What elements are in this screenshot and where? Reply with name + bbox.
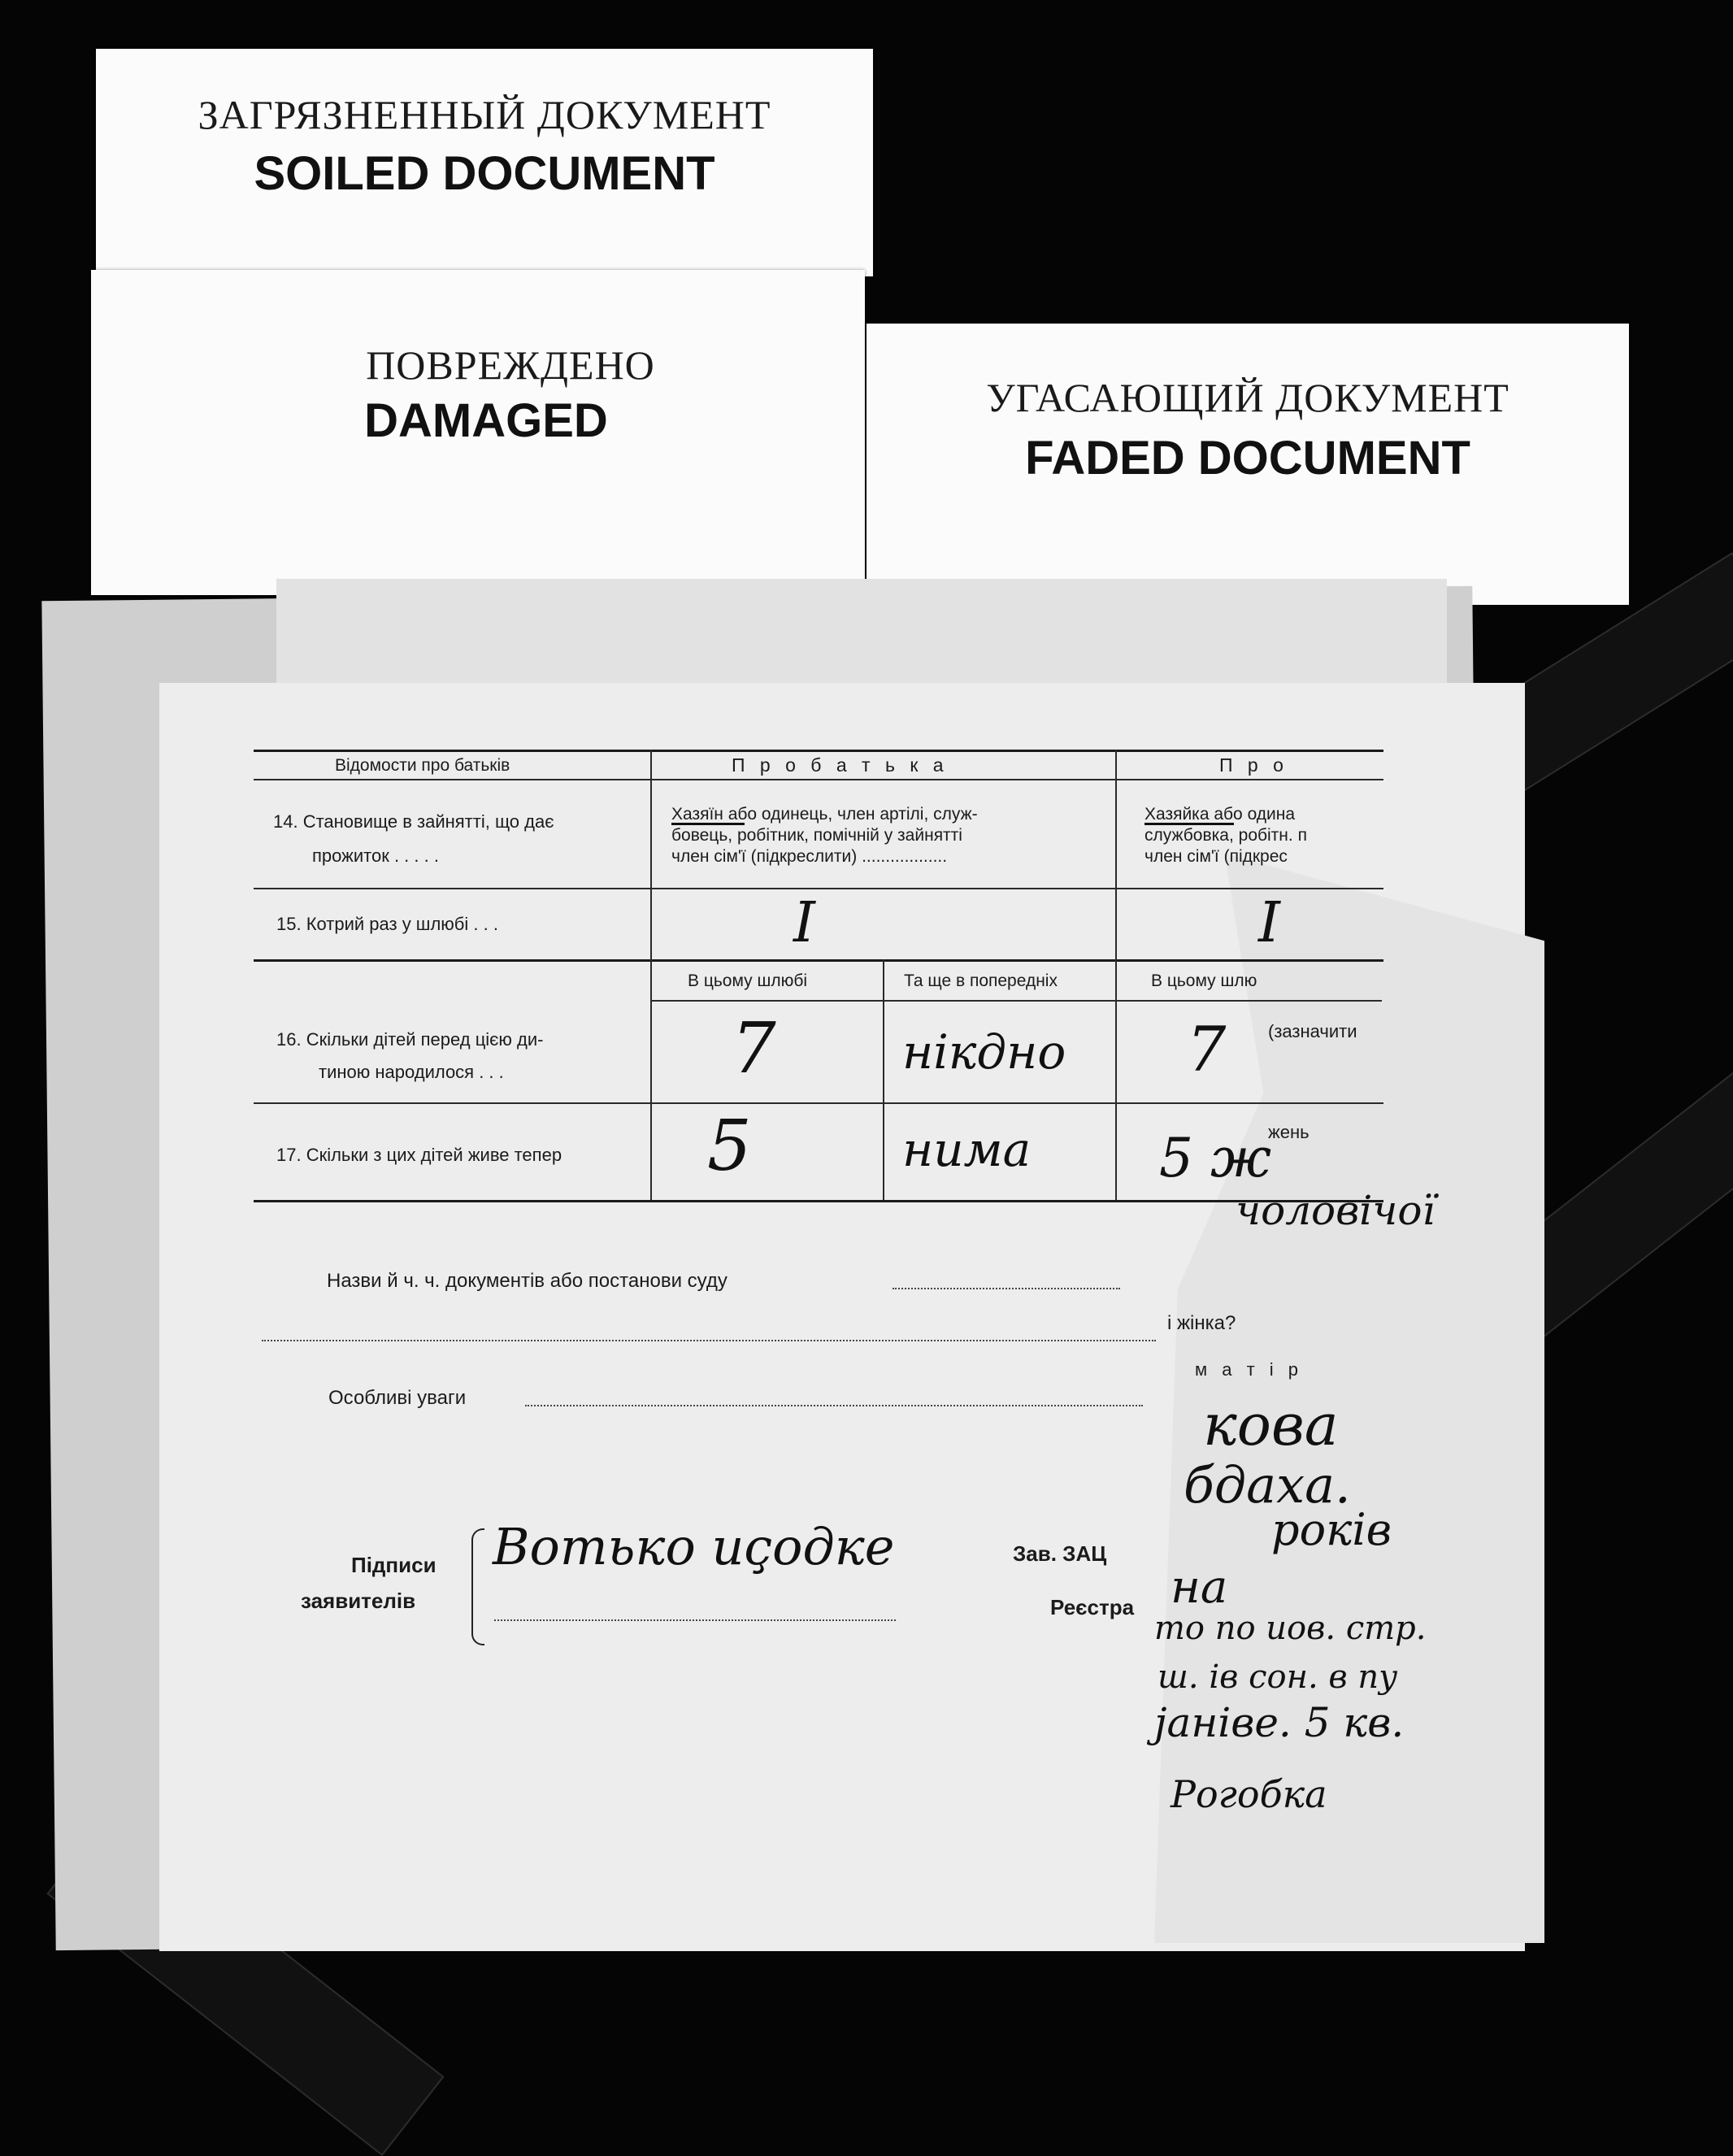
row15-mother-value: I: [1258, 891, 1280, 955]
sub-header-previous: Та ще в попередніх: [904, 972, 1058, 990]
row17-mother-value: 5 ж: [1159, 1127, 1271, 1189]
damaged-card: [91, 270, 865, 595]
underline-khaziaika: [1144, 823, 1234, 825]
signatures-label-line2: заявителів: [301, 1589, 416, 1613]
row14-father-line2: бовець, робітник, помічній у зайнятті: [671, 826, 962, 845]
row17-father-value: 5: [707, 1106, 752, 1187]
notes-line: [525, 1405, 1143, 1406]
faded-label-en: FADED DOCUMENT: [1025, 432, 1470, 485]
row16-mother-value: 7: [1187, 1013, 1227, 1085]
signature-brace: [471, 1528, 484, 1645]
row14-father-line3: член сім'ї (підкреслити) ..................: [671, 847, 948, 866]
registrar-label: Реєстра: [1050, 1595, 1135, 1619]
documents-line-2: [262, 1340, 1156, 1341]
row14-father-line1: Хазяїн або одинець, член артілі, служ-: [671, 805, 978, 824]
row16-label-line2: тиною народилося . . .: [319, 1062, 504, 1082]
faded-document-card: [866, 324, 1629, 605]
header-mother: П р о: [1219, 754, 1288, 776]
row17-label: 17. Скільки з цих дітей живе тепер: [276, 1145, 562, 1165]
row14-label-line2: прожиток . . . . .: [312, 845, 439, 866]
fragment-line-5: на: [1171, 1561, 1228, 1614]
signatures-label-line1: Підписи: [351, 1553, 437, 1577]
underline-khaziain: [671, 823, 745, 825]
header-parents-info: Відомости про батьків: [335, 756, 510, 775]
row16-previous-value: нікдно: [902, 1024, 1066, 1080]
soiled-label-ru: ЗАГРЯЗНЕННЫЙ ДОКУМЕНТ: [198, 92, 771, 137]
soiled-document-card: [96, 49, 873, 276]
fragment-line-7: ш. ів сон. в пу: [1158, 1658, 1398, 1696]
documents-line: [893, 1288, 1120, 1289]
faded-label-ru: УГАСАЮЩИЙ ДОКУМЕНТ: [986, 375, 1509, 420]
row15-label: 15. Котрий раз у шлюбі . . .: [276, 914, 498, 934]
woman-question: і жінка?: [1167, 1312, 1236, 1334]
zav-zats-label: Зав. ЗАЦ: [1013, 1541, 1107, 1566]
row14-mother-line2: службовка, робітн. п: [1144, 826, 1307, 845]
back-paper-edge: [276, 579, 1447, 685]
fragment-line-1: чоловічої: [1236, 1187, 1435, 1234]
sub-header-this-marriage: В цьому шлюбі: [688, 972, 808, 990]
fragment-line-4: років: [1271, 1504, 1392, 1555]
sub-header-this-marriage-mother: В цьому шлю: [1151, 972, 1257, 990]
row17-previous-value: нима: [902, 1122, 1032, 1177]
fragment-line-2: кова: [1203, 1392, 1339, 1458]
fragment-line-9: Рогобка: [1171, 1772, 1327, 1816]
mother-column-header: м а т і р: [1195, 1359, 1304, 1380]
soiled-label-en: SOILED DOCUMENT: [254, 147, 715, 200]
row15-father-value: I: [793, 891, 815, 955]
row16-father-value: 7: [732, 1008, 776, 1089]
header-father: П р о б а т ь к а: [732, 754, 949, 776]
row16-label-line1: 16. Скільки дітей перед цією ди-: [276, 1029, 544, 1050]
fragment-line-6: то по иов. стр.: [1154, 1610, 1427, 1647]
row14-mother-line3: член сім'ї (підкрес: [1144, 847, 1288, 866]
row14-mother-line1: Хазяйка або одина: [1144, 805, 1296, 824]
notes-label: Особливі уваги: [328, 1387, 467, 1409]
row17-mother-note: жень: [1268, 1122, 1310, 1142]
signature-handwriting: Вотько иҫодке: [493, 1517, 895, 1576]
signature-line-2: [494, 1619, 896, 1621]
fragment-line-3: бдаха.: [1184, 1455, 1351, 1515]
damaged-label-en: DAMAGED: [364, 394, 608, 447]
documents-label: Назви й ч. ч. документів або постанови суду: [327, 1270, 728, 1292]
row14-label-line1: 14. Становище в зайнятті, що дає: [273, 811, 554, 832]
fragment-line-8: јаніве. 5 кв.: [1154, 1699, 1405, 1746]
damaged-label-ru: ПОВРЕЖДЕНО: [366, 342, 655, 388]
row16-mother-note: (зазначити: [1268, 1021, 1357, 1041]
